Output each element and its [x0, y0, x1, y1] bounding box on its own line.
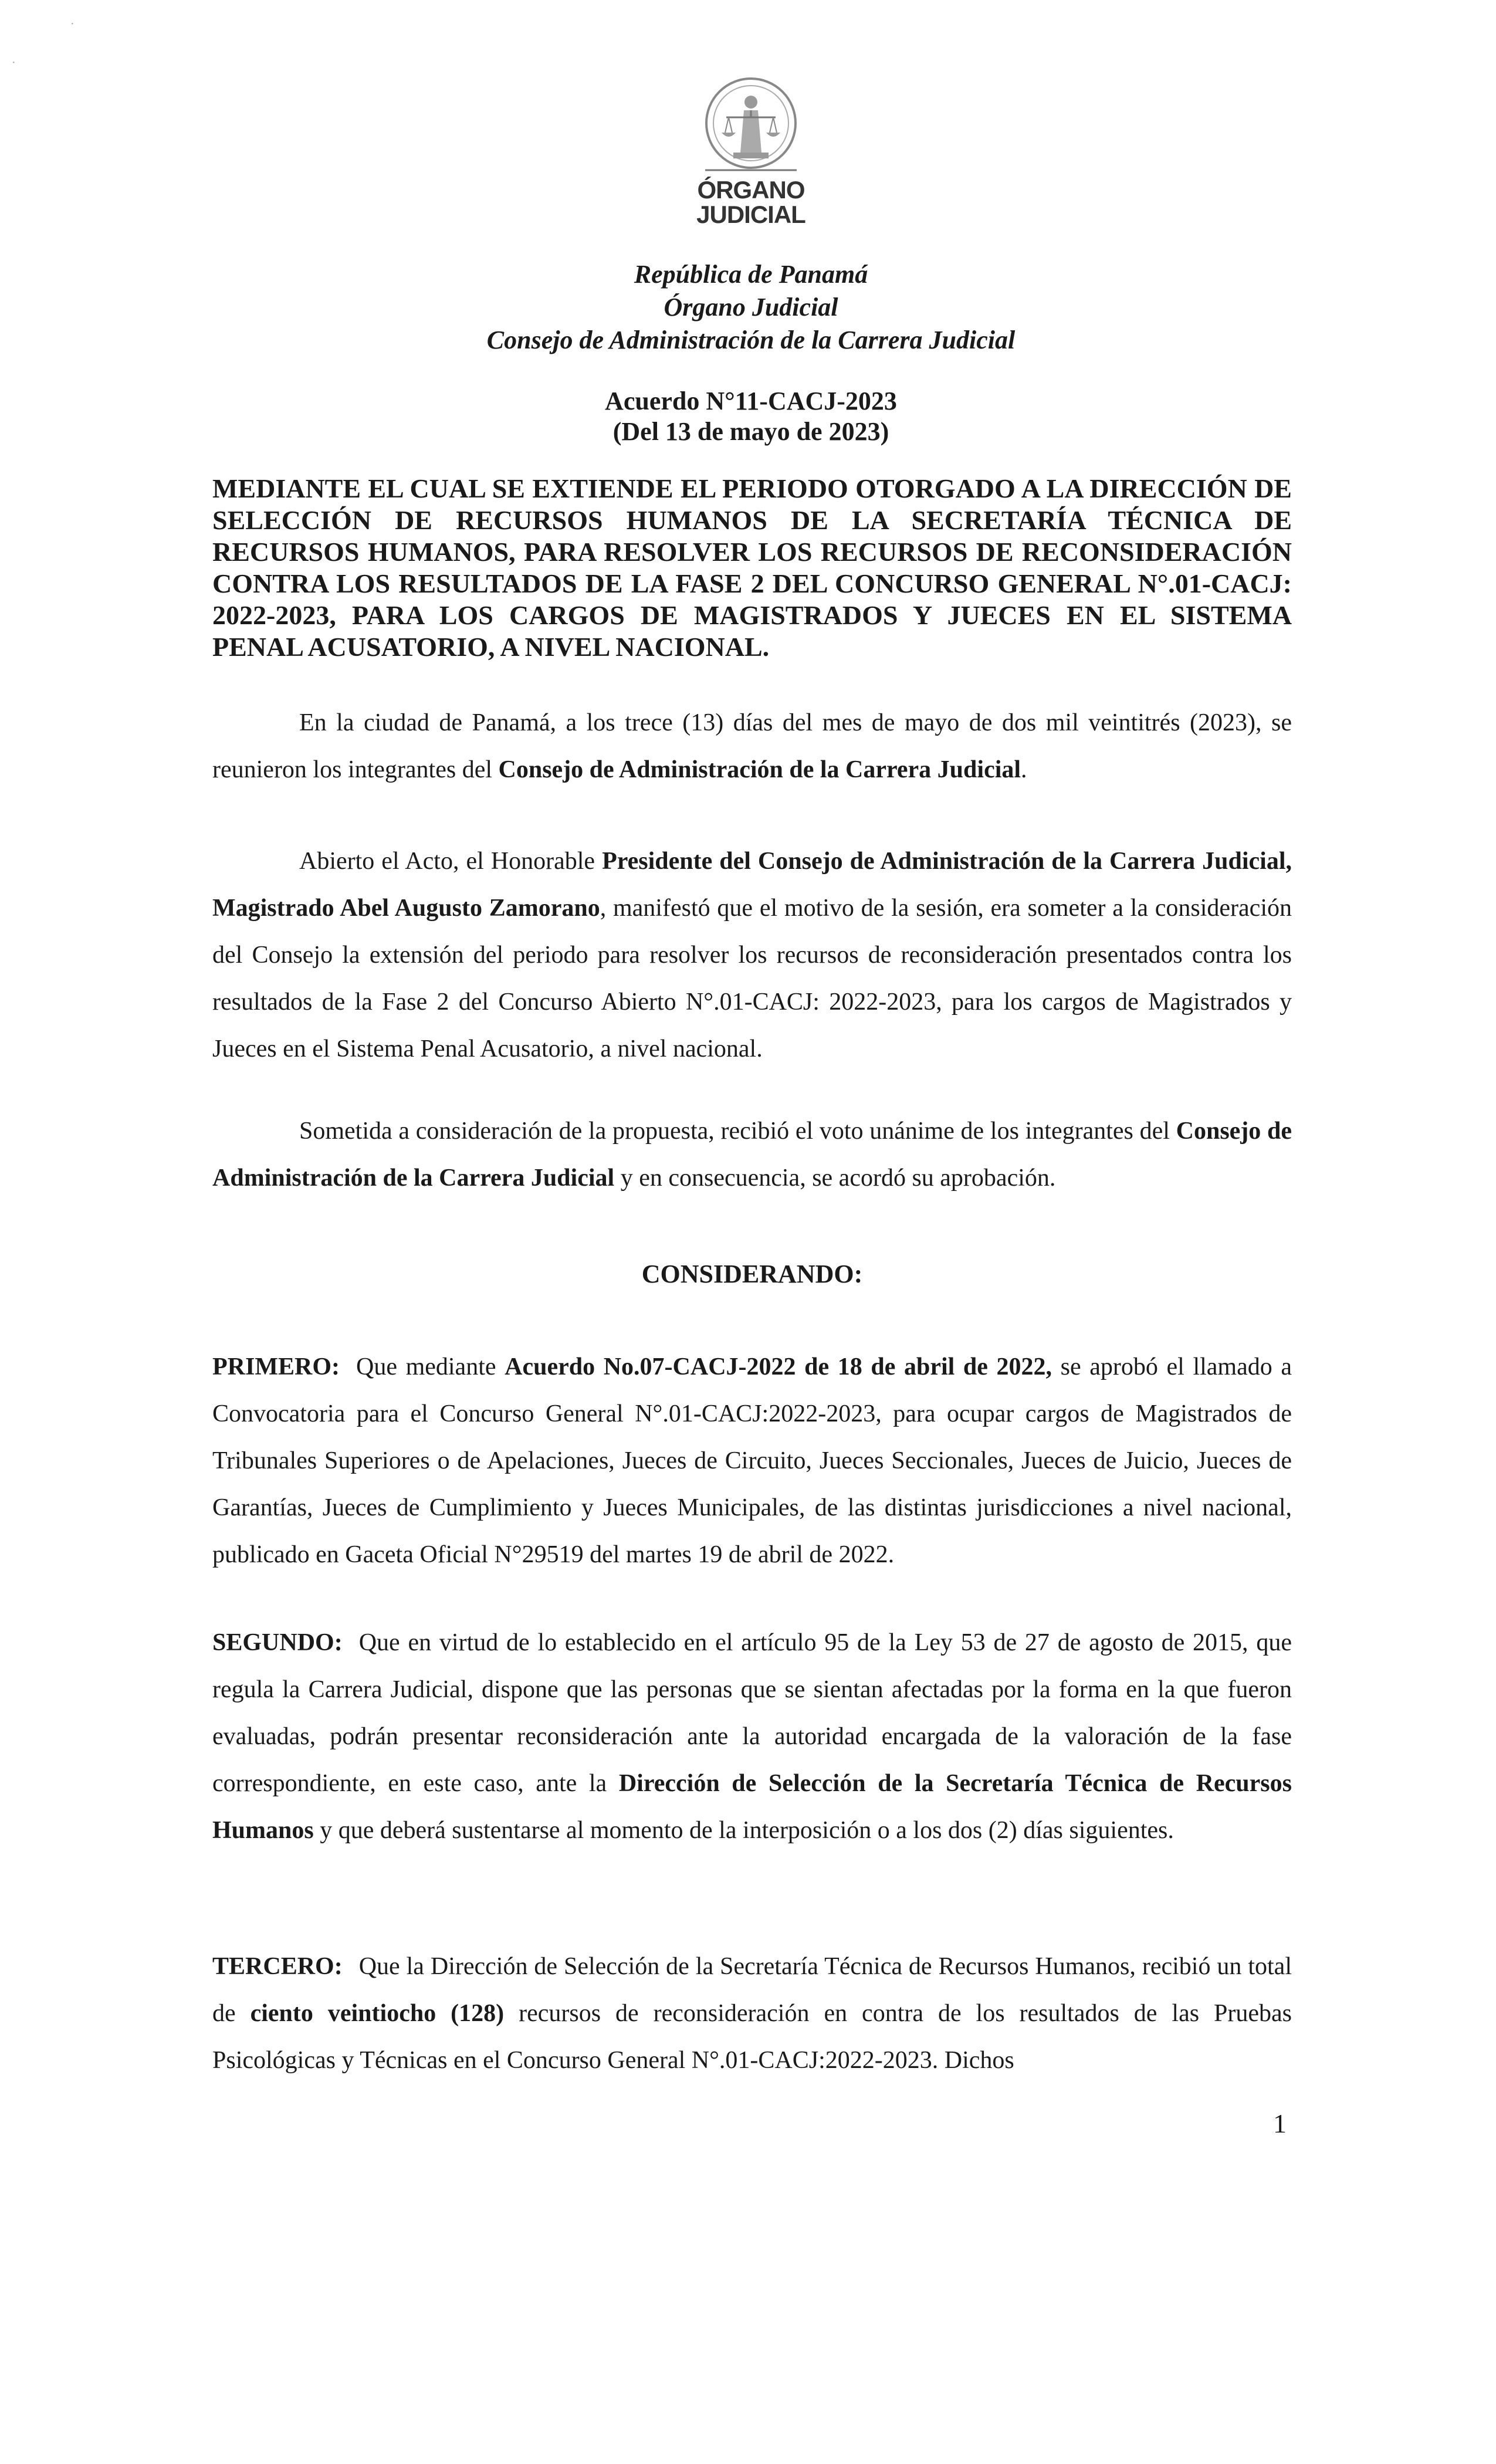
scan-speck: ·	[70, 18, 75, 31]
paragraph-text: .	[1021, 756, 1027, 783]
acuerdo-number: Acuerdo N°11-CACJ-2023	[605, 387, 897, 415]
header-organo: Órgano Judicial	[664, 293, 838, 321]
header-republica: República de Panamá	[634, 260, 868, 289]
segundo-paragraph	[212, 1619, 1292, 1854]
paragraph-text: se aprobó el llamado a Convocatoria para el Concurso General N°.01-CACJ:2022-2023, para ocupar cargos de Magistrados de Tribunales Superiores o de Apelaciones, Jueces de Circuito, Jueces Seccionales, Jueces de Juicio, Jueces de Garantías, Jueces de Cumplimiento y Jueces Municipales, de las distintas jurisdicciones a nivel nacional, publicado en Gaceta Oficial N°29519 del martes 19 de abril de 2022.	[212, 1353, 1292, 1568]
act-opening-paragraph	[212, 838, 1292, 1072]
clause-label: SEGUNDO:	[212, 1629, 343, 1656]
paragraph-text: Que mediante	[356, 1353, 505, 1380]
tercero-paragraph	[212, 1943, 1292, 2084]
header-consejo: Consejo de Administración de la Carrera Judicial	[486, 326, 1016, 354]
scales-of-justice-seal-icon	[692, 76, 810, 182]
paragraph-bold-text: ciento veintiocho (128)	[250, 2000, 505, 2027]
paragraph-text: Que en virtud de lo establecido en el artículo 95 de la Ley 53 de 27 de agosto de 2015, que regula la Carrera Judicial, dispone que las personas que se sientan afectadas por la forma en la que fueron evaluadas, podrán presentar reconsideración ante la autoridad encargada de la valoración de la fase correspondiente, en este caso, ante la	[212, 1629, 1292, 1797]
paragraph-bold-text: Presidente del Consejo de Administración de la Carrera Judicial, Magistrado Abel Augusto Zamorano	[212, 848, 1292, 922]
logo-line-judicial: JUDICIAL	[696, 201, 805, 228]
paragraph-text: Sometida a consideración de la propuesta, recibió el voto unánime de los integrantes del	[299, 1118, 1176, 1145]
opening-paragraph	[212, 699, 1292, 793]
acuerdo-date: (Del 13 de mayo de 2023)	[612, 417, 889, 446]
document-title: MEDIANTE EL CUAL SE EXTIENDE EL PERIODO OTORGADO A LA DIRECCIÓN DE SELECCIÓN DE RECURSOS HUMANOS DE LA SECRETARÍA TÉCNICA DE RECURSOS HUMANOS, PARA RESOLVER LOS RECURSOS DE RECONSIDERACIÓN CONTRA LOS RESULTADOS DE LA FASE 2 DEL CONCURSO GENERAL N°.01-CACJ: 2022-2023, PARA LOS CARGOS DE MAGISTRADOS Y JUECES EN EL SISTEMA PENAL ACUSATORIO, A NIVEL NACIONAL.	[212, 473, 1292, 662]
logo-line-organo: ÓRGANO	[697, 176, 805, 204]
clause-label: PRIMERO:	[212, 1353, 340, 1380]
paragraph-text: y en consecuencia, se acordó su aprobación.	[614, 1165, 1056, 1192]
paragraph-text: y que deberá sustentarse al momento de la interposición o a los dos (2) días siguientes.	[313, 1817, 1174, 1844]
paragraph-text: recursos de reconsideración en contra de los resultados de las Pruebas Psicológicas y Técnicas en el Concurso General N°.01-CACJ:2022-2023. Dichos	[212, 2000, 1292, 2074]
paragraph-text: Abierto el Acto, el Honorable	[299, 848, 603, 875]
page-number: 1	[1273, 2108, 1287, 2138]
scan-speck: ·	[12, 56, 16, 69]
vote-paragraph	[212, 1108, 1292, 1201]
organo-judicial-logo	[692, 76, 810, 235]
considerando-heading: CONSIDERANDO:	[641, 1260, 863, 1288]
paragraph-text: Que la Dirección de Selección de la Secretaría Técnica de Recursos Humanos, recibió un total de	[212, 1953, 1292, 2027]
paragraph-bold-text: Acuerdo No.07-CACJ-2022 de 18 de abril de 2022,	[505, 1353, 1052, 1380]
paragraph-bold-text: Consejo de Administración de la Carrera Judicial	[498, 756, 1021, 783]
primero-paragraph	[212, 1343, 1292, 1578]
paragraph-bold-text: Dirección de Selección de la Secretaría Técnica de Recursos Humanos	[212, 1770, 1292, 1844]
paragraph-bold-text: Consejo de Administración de la Carrera Judicial	[212, 1118, 1292, 1192]
paragraph-text: En la ciudad de Panamá, a los trece (13) días del mes de mayo de dos mil veintitrés (2023), se reunieron los integrantes del	[212, 709, 1292, 783]
paragraph-text: , manifestó que el motivo de la sesión, era someter a la consideración del Consejo la extensión del periodo para resolver los recursos de reconsideración presentados contra los resultados de la Fase 2 del Concurso Abierto N°.01-CACJ: 2022-2023, para los cargos de Magistrados y Jueces en el Sistema Penal Acusatorio, a nivel nacional.	[212, 895, 1292, 1062]
clause-label: TERCERO:	[212, 1953, 343, 1980]
